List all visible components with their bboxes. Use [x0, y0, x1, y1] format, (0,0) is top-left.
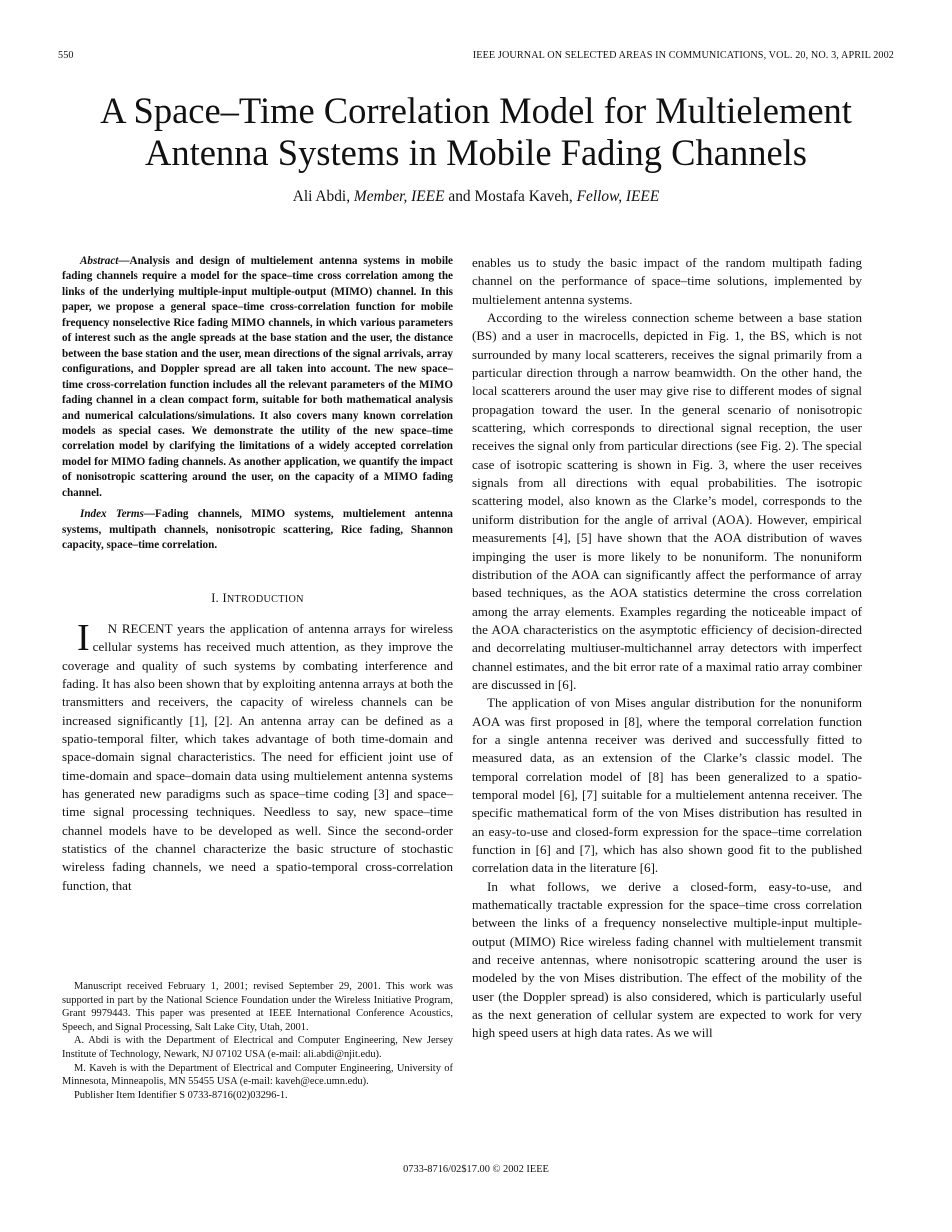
footnote-publisher-id: Publisher Item Identifier S 0733-8716(02)03296-1.: [74, 1089, 288, 1101]
left-column: [62, 254, 453, 895]
running-head: [58, 50, 894, 64]
intro-paragraph-1-text: N RECENT years the application of antenna arrays for wireless cellular systems has received much attention, as they improve the coverage and quality of such systems by combating interference and fading. It has also been shown that by exploiting antenna arrays at both the transmitters and receivers, the capacity of wireless channels can be increased significantly [1], [2]. An antenna array can be defined as a spatio-temporal filter, which takes advantage of both time-domain and space-domain signal characteristics. The need for efficient joint use of time-domain and space–domain data using multielement antenna systems has generated new paradigms such as space–time coding [3] and space–time signal processing techniques. Needless to say, new space–time channel models have to be developed as well. Since the second-order statistics of the channel characterize the basic structure of stochastic wireless fading channels, we need a spatio-temporal cross-correlation function, that: [62, 620, 453, 893]
journal-header: IEEE JOURNAL ON SELECTED AREAS IN COMMUNICATIONS, VOL. 20, NO. 3, APRIL 2002: [472, 50, 894, 61]
abstract-lead: Abstract: [80, 255, 119, 267]
author-sep: ,: [346, 188, 354, 205]
author-2: Mostafa Kaveh: [474, 188, 569, 205]
author-2-role: Fellow, IEEE: [576, 188, 660, 205]
footnotes: [62, 980, 453, 1102]
right-column: [472, 254, 862, 1043]
intro-paragraph-1: [62, 616, 453, 895]
page-number: 550: [58, 50, 74, 61]
author-sep: ,: [568, 188, 577, 205]
section-numeral: I.: [211, 590, 220, 605]
right-paragraph-1: According to the wireless connection scheme between a base station (BS) and a user in macrocells, depicted in Fig. 1, the BS, which is not surrounded by many local scatterers, receives the signal primarily from a particular direction through a narrow beamwidth. On the other hand, the local scatterers around the user may give rise to different modes of signal propagation toward the user. In the general scenario of nonisotropic scattering, which corresponds to directional signal reception, the user receives the signal only from particular directions (see Fig. 2). The special case of isotropic scattering is shown in Fig. 3, where the user receives signals from all directions with equal probabilities. The isotropic scattering model, also known as the Clarke’s model, corresponds to the uniform distribution for the angle of arrival (AOA). However, empirical measurements [4], [5] have shown that the AOA distribution of waves impinging the user is more likely to be nonuniform. The nonuniform distribution of the AOA can significantly affect the performance of array based techniques, as the AOA statistics determine the cross correlation among the array elements. Examples regarding the noticeable impact of the AOA characteristics on the asymptotic efficiency of decision-directed and decorrelating multiuser-multichannel array detectors with imperfect channel estimates, and the bit error rate of a maximal ratio array combiner are discussed in [6].: [472, 310, 862, 692]
drop-cap: I: [77, 616, 90, 659]
copyright-code: 0733-8716/02$17.00 © 2002 IEEE: [403, 1164, 549, 1175]
paper-title: [40, 90, 912, 174]
title-line-2: Antenna Systems in Mobile Fading Channels: [144, 132, 808, 173]
author-1-role: Member, IEEE: [353, 188, 445, 205]
right-paragraph-3: In what follows, we derive a closed-form, easy-to-use, and mathematically tractable expression for the space–time cross correlation between the links of a frequency nonselective multiple-input multiple-output (MIMO) Rice wireless fading channel with multielement transmit and receive antennas, where nonisotropic scattering around the user is modeled by the von Mises distribution. The effect of the mobility of the user (the Doppler spread) is also considered, which is particularly useful as the next generation of cellular system are expected to work for very high speed users at high data rates. As we will: [472, 878, 862, 1041]
author-line: [40, 188, 912, 206]
title-line-1: A Space–Time Correlation Model for Multielement: [100, 90, 852, 131]
footnote-author-2: M. Kaveh is with the Department of Electrical and Computer Engineering, University of Minnesota, Minneapolis, MN 55455 USA (e-mail: kaveh@ece.umn.edu).: [62, 1062, 453, 1088]
section-heading: [62, 589, 453, 609]
author-conj: and: [448, 188, 471, 205]
author-1: Ali Abdi: [292, 188, 347, 205]
index-terms: [62, 507, 453, 553]
section-title-initial: I: [222, 590, 227, 605]
footnote-manuscript: Manuscript received February 1, 2001; revised September 29, 2001. This work was supported in part by the National Science Foundation under the Wireless Initiative Program, Grant 9979443. This paper was presented at IEEE International Conference Acoustics, Speech, and Signal Processing, Salt Lake City, Utah, 2001.: [62, 981, 453, 1033]
abstract: [62, 254, 453, 501]
right-paragraph-continued: enables us to study the basic impact of the random multipath fading channel on the performance of space–time solutions, implemented by multielement antenna systems.: [472, 255, 862, 307]
right-paragraph-2: The application of von Mises angular distribution for the nonuniform AOA was first proposed in [8], where the temporal correlation function for a single antenna receiver was derived and successfully fitted to measured data, as an extension of the Clarke’s classic model. The temporal correlation model of [8] has been generalized to a spatio-temporal model [6], [7] suitable for a multielement antenna receiver. The specific mathematical form of the von Mises distribution has resulted in an easy-to-use and closed-form expression for the space–time correlation function in [6] and [7], which has also shown good fit to the published correlation data in the literature [6].: [472, 695, 862, 876]
index-terms-text: —Fading channels, MIMO systems, multielement antenna systems, multipath channels, nonisotropic scattering, Rice fading, Shannon capacity, space–time correlation.: [62, 508, 454, 552]
footnote-author-1: A. Abdi is with the Department of Electrical and Computer Engineering, New Jersey Institute of Technology, Newark, NJ 07102 USA (e-mail: ali.abdi@njit.edu).: [62, 1035, 453, 1060]
index-terms-lead: Index Terms: [80, 508, 144, 521]
abstract-text: —Analysis and design of multielement antenna systems in mobile fading channels require a model for the space–time cross correlation among the links of the underlying multiple-input multiple-output (MIMO) channel. In this paper, we propose a general space–time cross-correlation function for mobile frequency nonselective Rice fading MIMO channels, in which various parameters of interest such as the angle spreads at the base station and the user, the distance between the base station and the user, mean directions of the signal arrivals, array configurations, and Doppler spread are all taken into account. The new space–time cross-correlation function includes all the relevant parameters of the MIMO fading channel in a clean compact form, suitable for both mathematical analysis and numerical calculations/simulations. It also covers many known correlation models as special cases. We demonstrate the utility of the new space–time correlation model by clarifying the limitations of a widely accepted correlation model for MIMO fading channels. As another application, we quantify the impact of nonisotropic scattering around the user, on the capacity of a MIMO fading channel.: [62, 255, 453, 499]
section-title-rest: NTRODUCTION: [226, 593, 304, 605]
